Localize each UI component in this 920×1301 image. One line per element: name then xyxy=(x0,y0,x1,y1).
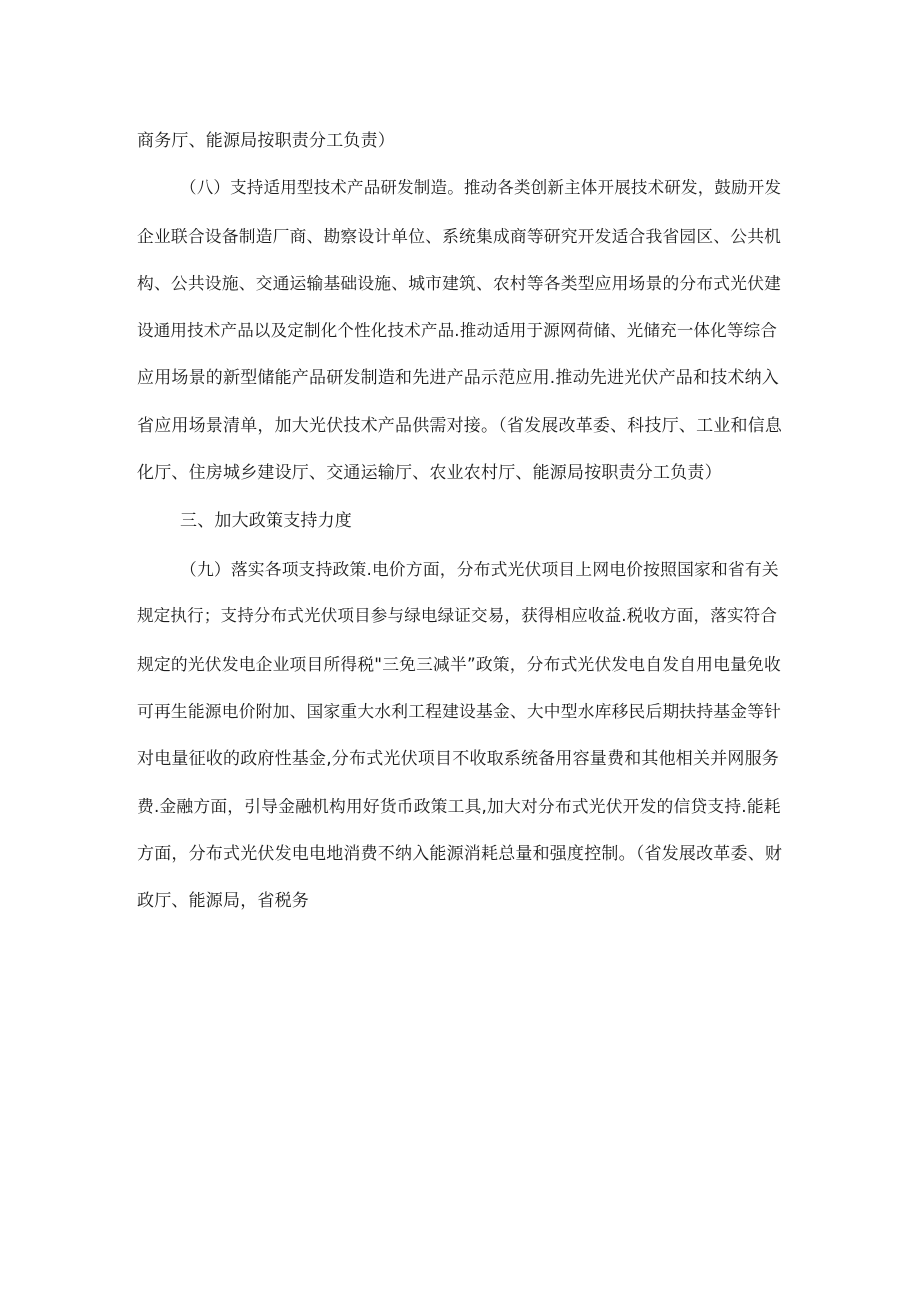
text-line: 应用场景的新型储能产品研发制造和先进产品示范应用.推动先进光伏产品和技术纳入 xyxy=(137,368,780,388)
text-line: （八）支持适用型技术产品研发制造。推动各类创新主体开展技术研发，鼓励开发 xyxy=(180,178,782,197)
text-line: 可再生能源电价附加、国家重大水利工程建设基金、大中型水库移民后期扶持基金等针 xyxy=(137,701,782,721)
text-line: 方面，分布式光伏发电电地消费不纳入能源消耗总量和强度控制。（省发展改革委、财 xyxy=(137,844,783,864)
text-line: 商务厅、能源局按职责分工负责） xyxy=(137,131,395,151)
text-line: 设通用技术产品以及定制化个性化技术产品.推动适用于源网荷储、光储充一体化等综合 xyxy=(137,321,778,340)
section-heading: 三、加大政策支持力度 xyxy=(180,511,352,531)
text-line: （九）落实各项支持政策.电价方面，分布式光伏项目上网电价按照国家和省有关 xyxy=(180,559,779,579)
text-line: 规定执行；支持分布式光伏项目参与绿电绿证交易，获得相应收益.税收方面，落实符合 xyxy=(137,606,778,625)
text-line: 政厅、能源局，省税务 xyxy=(137,891,309,911)
text-line: 规定的光伏发电企业项目所得税"三免三减半”政策，分布式光伏发电自发自用电量免收 xyxy=(137,654,781,674)
text-line: 企业联合设备制造厂商、勘察设计单位、系统集成商等研究开发适合我省园区、公共机 xyxy=(137,226,782,246)
text-line: 省应用场景清单，加大光伏技术产品供需对接。（省发展改革委、科技厅、工业和信息 xyxy=(137,416,783,436)
text-line: 对电量征收的政府性基金,分布式光伏项目不收取系统备用容量费和其他相关并网服务 xyxy=(137,749,780,769)
text-line: 化厅、住房城乡建设厅、交通运输厅、农业农村厅、能源局按职责分工负责） xyxy=(137,463,722,483)
text-line: 构、公共设施、交通运输基础设施、城市建筑、农村等各类型应用场景的分布式光伏建 xyxy=(137,273,782,293)
text-line: 费.金融方面，引导金融机构用好货币政策工具,加大对分布式光伏开发的信贷支持.能耗 xyxy=(137,796,781,816)
